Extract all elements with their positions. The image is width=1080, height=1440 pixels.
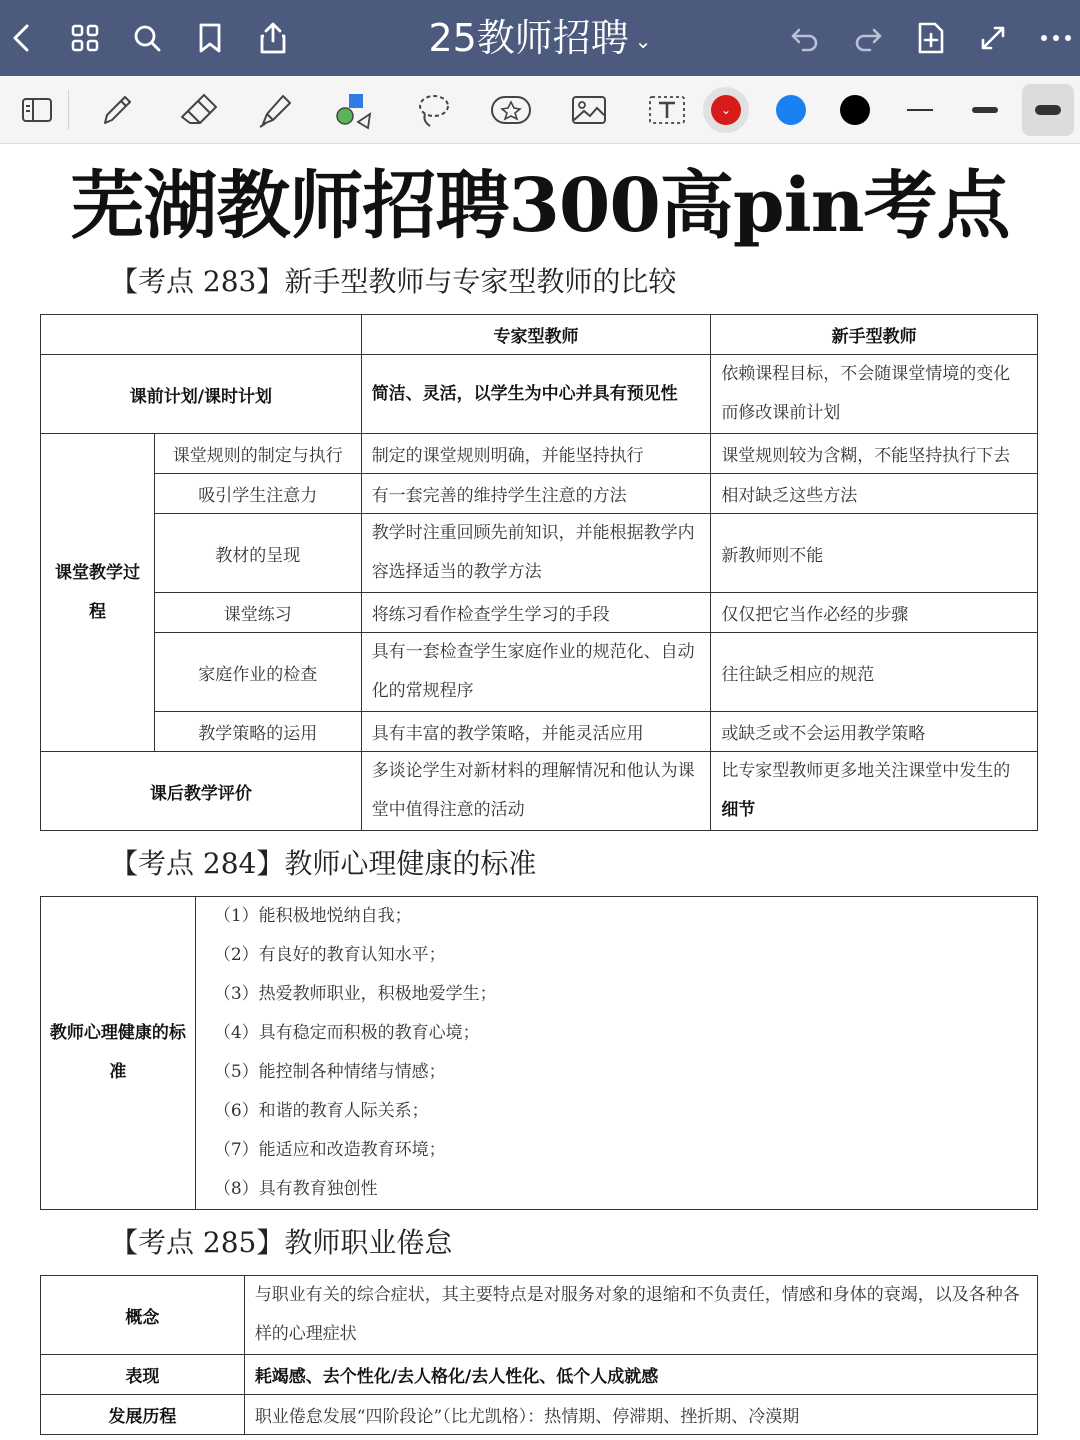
list-item: （3）热爱教师职业，积极地爱学生； [213, 984, 497, 1004]
text-box-icon[interactable] [642, 86, 692, 134]
color-red-swatch[interactable] [703, 87, 749, 133]
row-label: 课前计划/课时计划 [41, 355, 362, 434]
search-icon[interactable] [127, 18, 167, 58]
add-page-icon[interactable] [911, 18, 951, 58]
list-item: （1）能积极地悦纳自我； [213, 906, 412, 926]
image-icon[interactable] [564, 86, 614, 134]
stroke-thick-option[interactable] [1022, 84, 1074, 136]
document-title[interactable]: 25教师招聘 [428, 16, 629, 60]
list-item: （5）能控制各种情绪与情感； [213, 1062, 446, 1082]
grid-icon[interactable] [65, 18, 105, 58]
group-label: 课堂教学过程 [41, 434, 155, 752]
list-item: （8）具有教育独创性 [213, 1179, 378, 1199]
novice-cell: 课堂规则较为含糊，不能坚持执行下去 [711, 434, 1038, 474]
sidebar-toggle-icon[interactable] [12, 86, 62, 134]
chevron-down-icon: ⌄ [711, 95, 741, 125]
table-row [41, 712, 1038, 752]
list-item: （4）具有稳定而积极的教育心境； [213, 1023, 480, 1043]
row-label: 教材的呈现 [154, 514, 361, 593]
back-icon[interactable] [2, 18, 42, 58]
table-row [41, 752, 1038, 831]
table-row [41, 355, 1038, 434]
list-item: （7）能适应和改造教育环境； [213, 1140, 446, 1160]
eraser-icon[interactable] [172, 86, 222, 134]
annotation-toolbar [0, 76, 1080, 144]
row-label: 教学策略的运用 [154, 712, 361, 752]
table-header-row [41, 315, 1038, 355]
table-row [41, 1395, 1038, 1435]
toolbar-divider [68, 90, 69, 130]
novice-cell: 比专家型教师更多地关注课堂中发生的细节 [711, 752, 1038, 831]
row-label: 课堂练习 [154, 593, 361, 633]
row-label: 家庭作业的检查 [154, 633, 361, 712]
table-row [41, 897, 1038, 1210]
row-label: 教师心理健康的标准 [41, 897, 196, 1210]
list-item: （6）和谐的教育人际关系； [213, 1101, 429, 1121]
col-expert-header: 专家型教师 [361, 315, 711, 355]
expand-icon[interactable] [973, 18, 1013, 58]
novice-cell: 新教师则不能 [711, 514, 1038, 593]
content-cell: 耗竭感、去个性化/去人格化/去人性化、低个人成就感 [244, 1355, 1037, 1395]
expert-cell: 具有一套检查学生家庭作业的规范化、自动化的常规程序 [361, 633, 711, 712]
stroke-thin-option[interactable] [895, 86, 945, 134]
section-285-heading: 【考点 285】教师职业倦怠 [110, 1226, 453, 1259]
chevron-down-icon[interactable]: ⌄ [634, 28, 652, 53]
expert-cell: 多谈论学生对新材料的理解情况和他认为课堂中值得注意的活动 [361, 752, 711, 831]
table-row [41, 514, 1038, 593]
color-blue-swatch[interactable] [766, 86, 816, 134]
expert-cell: 有一套完善的维持学生注意的方法 [361, 474, 711, 514]
burnout-table [40, 1275, 1038, 1435]
top-nav-bar [0, 0, 1080, 76]
row-label: 课堂规则的制定与执行 [154, 434, 361, 474]
novice-cell: 相对缺乏这些方法 [711, 474, 1038, 514]
lasso-icon[interactable] [408, 86, 458, 134]
list-item: （2）有良好的教育认知水平； [213, 945, 446, 965]
redo-icon[interactable] [848, 18, 888, 58]
page-title: 芜湖教师招聘300高pin考点 [70, 163, 1010, 249]
row-label: 表现 [41, 1355, 245, 1395]
stroke-medium-option[interactable] [960, 86, 1010, 134]
section-283-heading: 【考点 283】新手型教师与专家型教师的比较 [110, 265, 677, 298]
mental-health-table [40, 896, 1038, 1210]
color-black-swatch[interactable] [830, 86, 880, 134]
novice-cell: 仅仅把它当作必经的步骤 [711, 593, 1038, 633]
table-row [41, 633, 1038, 712]
table-row [41, 434, 1038, 474]
expert-cell: 具有丰富的教学策略，并能灵活应用 [361, 712, 711, 752]
highlighter-icon[interactable] [250, 86, 300, 134]
table-row [41, 593, 1038, 633]
more-icon[interactable] [1036, 18, 1076, 58]
col-novice-header: 新手型教师 [711, 315, 1038, 355]
table-row [41, 1355, 1038, 1395]
share-icon[interactable] [253, 18, 293, 58]
expert-cell: 教学时注重回顾先前知识，并能根据教学内容选择适当的教学方法 [361, 514, 711, 593]
novice-cell: 或缺乏或不会运用教学策略 [711, 712, 1038, 752]
shapes-icon[interactable] [328, 86, 378, 134]
pen-icon[interactable] [92, 86, 142, 134]
section-284-heading: 【考点 284】教师心理健康的标准 [110, 847, 537, 880]
sticker-icon[interactable] [486, 86, 536, 134]
undo-icon[interactable] [785, 18, 825, 58]
row-label: 概念 [41, 1276, 245, 1355]
content-cell: 职业倦怠发展“四阶段论”（比尤凯格）：热情期、停滞期、挫折期、冷漠期 [244, 1395, 1037, 1435]
expert-cell: 制定的课堂规则明确，并能坚持执行 [361, 434, 711, 474]
novice-cell: 往往缺乏相应的规范 [711, 633, 1038, 712]
expert-cell: 简洁、灵活，以学生为中心并具有预见性 [361, 355, 711, 434]
expert-vs-novice-table [40, 314, 1038, 831]
table-row [41, 1276, 1038, 1355]
novice-cell: 依赖课程目标，不会随课堂情境的变化而修改课前计划 [711, 355, 1038, 434]
expert-cell: 将练习看作检查学生学习的手段 [361, 593, 711, 633]
standards-list [195, 897, 1037, 1210]
row-label: 发展历程 [41, 1395, 245, 1435]
content-cell: 与职业有关的综合症状，其主要特点是对服务对象的退缩和不负责任，情感和身体的衰竭，以及各种各样的心理症状 [244, 1276, 1037, 1355]
row-label: 课后教学评价 [41, 752, 362, 831]
table-row [41, 474, 1038, 514]
row-label: 吸引学生注意力 [154, 474, 361, 514]
bookmark-icon[interactable] [190, 18, 230, 58]
